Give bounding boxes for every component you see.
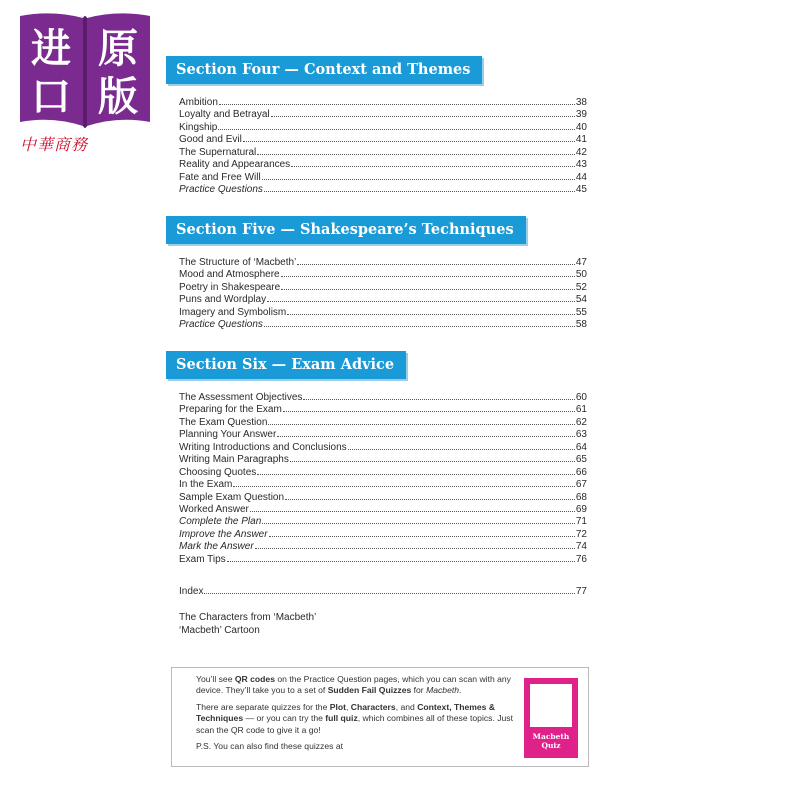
toc-entry-page: 45 [575,184,587,196]
qr-info-box [171,667,589,767]
toc-entry-title: Worked Answer [179,503,249,515]
leader-dots [257,153,575,155]
toc-entry-page: 68 [575,491,587,503]
quiz-card-label-line-2: Quiz [541,741,561,750]
toc-entry[interactable] [179,307,587,319]
toc-entry-title: In the Exam [179,479,233,491]
toc-entry[interactable] [179,516,587,528]
toc-entry-page: 61 [575,404,587,416]
toc-entry-page: 40 [575,121,587,133]
toc-list [179,97,587,197]
toc-entry-title: Mood and Atmosphere [179,269,280,281]
toc-entry-page: 60 [575,392,587,403]
leader-dots [268,423,575,425]
logo-char-4: 版 [98,74,138,120]
toc-entry[interactable] [179,147,587,159]
toc-entry-page: 77 [575,586,587,597]
toc-entry-title: Index [179,586,204,597]
qr-code-area [530,684,572,727]
toc-entry-page: 65 [575,454,587,466]
toc-entry[interactable] [179,504,587,516]
qr-p2-end: , which combines all of these topics. Just scan the QR code to give it a go! [196,713,513,735]
leader-dots [262,522,575,524]
toc-entry-title: Improve the Answer [179,528,268,540]
logo-subtitle: 中華商務 [20,135,89,154]
qr-p2-text-3: , and [395,701,418,712]
toc-entry[interactable] [179,554,587,566]
section-heading: Section Five — Shakespeare’s Techniques [166,216,526,244]
toc-entry[interactable] [179,529,587,541]
toc-entry[interactable] [179,294,587,306]
leader-dots [262,178,575,180]
qr-p1-text-3: for [411,685,427,696]
toc-entry-page: 66 [575,466,587,478]
toc-entry[interactable] [179,269,587,281]
leader-dots [277,435,575,437]
leader-dots [271,115,575,117]
qr-p2-text: There are separate quizzes for the [196,701,330,712]
leader-dots [233,485,575,487]
toc-entry-title: The Exam Question [179,416,268,428]
toc-entry-title: Complete the Plan [179,516,262,528]
toc-entry-page: 63 [575,429,587,441]
qr-p1-text: You’ll see [196,674,235,684]
qr-p2-bold-4: full quiz [325,713,358,724]
leader-dots [348,448,575,450]
toc-entry[interactable] [179,467,587,479]
section-heading: Section Six — Exam Advice [166,351,406,379]
toc-entry[interactable] [179,184,587,196]
toc-list [179,392,587,566]
toc-entry-title: Reality and Appearances [179,159,291,171]
quiz-card-label-line-1: Macbeth [532,732,570,741]
toc-entry-page: 44 [575,171,587,183]
leader-dots [285,498,575,500]
toc-entry[interactable] [179,257,587,269]
toc-entry-page: 62 [575,416,587,428]
toc-entry-page: 42 [575,146,587,158]
qr-p1-italic: Macbeth [426,685,460,696]
toc-entry-page: 67 [575,479,587,491]
section-five [166,216,600,332]
toc-entry[interactable] [179,492,587,504]
qr-paragraph-1 [196,674,516,697]
toc-entry[interactable] [179,454,587,466]
leader-dots [303,398,574,400]
toc-entry-page: 74 [575,541,587,553]
leader-dots [264,190,575,192]
toc-entry[interactable] [179,404,587,416]
leader-dots [243,140,575,142]
logo-char-2: 原 [98,26,138,72]
toc-entry-page: 72 [575,528,587,540]
macbeth-quiz-card[interactable] [524,678,578,758]
qr-paragraph-2 [196,702,516,736]
toc-entry[interactable] [179,134,587,146]
toc-entry-title: Practice Questions [179,319,263,331]
qr-p2-bold-2: Characters [350,701,396,712]
toc-entry-title: Kingship [179,121,218,133]
toc-entry-title: The Assessment Objectives [179,392,303,403]
leader-dots [281,288,575,290]
toc-entry-title: Imagery and Symbolism [179,306,287,318]
leader-dots [227,560,575,562]
leader-dots [291,165,575,167]
toc-entry-title: Good and Evil [179,134,242,146]
qr-p2-bold-3: Context, Themes & Techniques [196,701,496,724]
toc-entry-title: Loyalty and Betrayal [179,109,270,121]
leader-dots [218,128,575,130]
extra-characters: The Characters from ‘Macbeth’ [179,612,317,624]
section-six [166,351,600,566]
toc-entry-page: 41 [575,134,587,146]
toc-entry-title: Writing Introductions and Conclusions [179,441,347,453]
toc-entry-index[interactable] [179,586,587,598]
leader-dots [267,300,575,302]
qr-paragraph-3: P.S. You can also find these quizzes at [196,741,343,752]
toc-entry-page: 47 [575,257,587,268]
toc-entry[interactable] [179,479,587,491]
quiz-card-label [524,732,578,750]
toc-entry-title: Sample Exam Question [179,491,285,503]
qr-p1-end: . [459,685,462,696]
leader-dots [257,473,575,475]
toc-entry[interactable] [179,429,587,441]
leader-dots [255,547,575,549]
publisher-logo [16,10,154,130]
toc-entry[interactable] [179,109,587,121]
leader-dots [290,460,575,462]
leader-dots [264,325,575,327]
toc-entry-title: Writing Main Paragraphs [179,454,289,466]
toc-entry-page: 39 [575,109,587,121]
qr-info-text [196,674,516,757]
toc-entry[interactable] [179,159,587,171]
toc-entry-page: 43 [575,159,587,171]
extras [179,586,587,637]
toc-entry-title: Planning Your Answer [179,429,277,441]
leader-dots [297,263,575,265]
toc-entry-title: Puns and Wordplay [179,294,267,306]
leader-dots [281,275,575,277]
toc-entry[interactable] [179,282,587,294]
toc-list [179,257,587,332]
toc-entry-title: Ambition [179,97,218,108]
toc-entry-title: The Supernatural [179,146,257,158]
toc-entry[interactable] [179,319,587,331]
toc-entry[interactable] [179,417,587,429]
leader-dots [204,592,574,594]
toc-entry[interactable] [179,541,587,553]
logo-char-1: 进 [31,26,71,72]
toc-entry-title: Preparing for the Exam [179,404,282,416]
toc-entry-page: 71 [575,516,587,528]
toc-entry-title: Fate and Free Will [179,171,261,183]
book-logo-icon [16,10,154,130]
toc-entry-page: 54 [575,294,587,306]
toc-entry[interactable] [179,442,587,454]
toc-entry-title: Practice Questions [179,184,263,196]
toc-entry-page: 50 [575,269,587,281]
section-four [166,56,600,197]
leader-dots [287,313,575,315]
toc-entry-page: 64 [575,441,587,453]
qr-p2-bold: Plot [329,701,346,712]
toc-entry-title: Poetry in Shakespeare [179,281,281,293]
toc-entry-page: 69 [575,503,587,515]
qr-p2-text-2: , [346,701,351,712]
toc-entry-page: 38 [575,97,587,108]
toc-entry-title: Mark the Answer [179,541,254,553]
toc-entry[interactable] [179,122,587,134]
toc-entry[interactable] [179,392,587,404]
logo-char-3: 口 [31,74,71,120]
qr-p1-bold-2: Sudden Fail Quizzes [327,685,412,696]
qr-p2-text-4: — or you can try the [243,713,326,724]
leader-dots [250,510,575,512]
qr-p1-bold: QR codes [234,674,275,684]
leader-dots [219,103,575,105]
toc-entry-page: 76 [575,553,587,565]
toc-entry[interactable] [179,172,587,184]
toc-entry-page: 58 [575,319,587,331]
toc-entry[interactable] [179,97,587,109]
toc-entry-page: 52 [575,281,587,293]
toc-entry-title: Choosing Quotes [179,466,257,478]
leader-dots [269,535,575,537]
section-heading: Section Four — Context and Themes [166,56,482,84]
leader-dots [283,410,575,412]
toc-entry-title: The Structure of ‘Macbeth’ [179,257,297,268]
extra-cartoon: ‘Macbeth’ Cartoon [179,624,260,636]
toc-entry-title: Exam Tips [179,553,226,565]
toc-entry-page: 55 [575,306,587,318]
qr-p1-text-2: on the Practice Question pages, which you can scan with any device. They’ll take you to a set of [196,674,511,696]
